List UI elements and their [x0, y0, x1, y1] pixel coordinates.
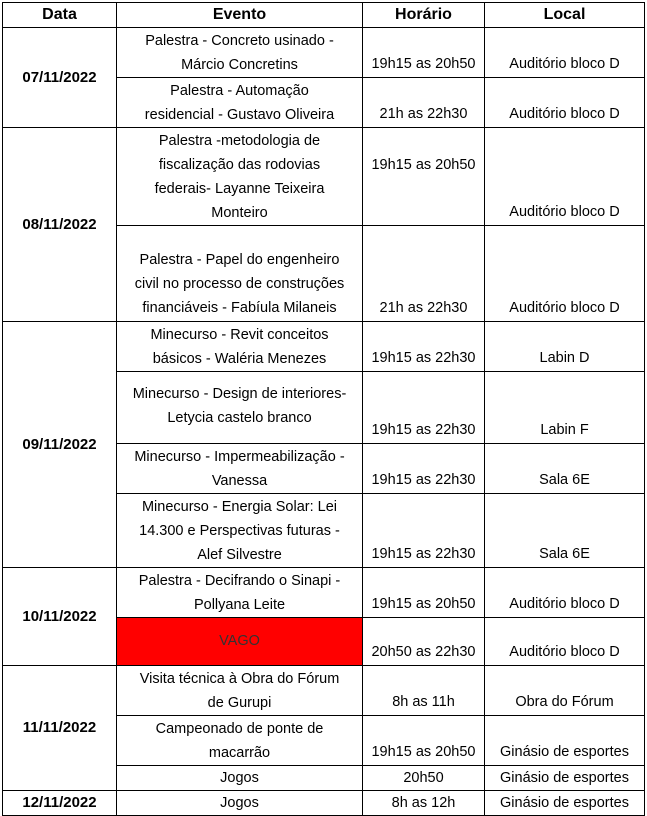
event-cell: Palestra - Decifrando o Sinapi - Pollyana Leite — [117, 568, 363, 618]
location-cell: Auditório bloco D — [485, 78, 645, 128]
location-cell: Labin D — [485, 322, 645, 372]
event-cell: Palestra - Concreto usinado - Márcio Concretins — [117, 28, 363, 78]
location-cell: Sala 6E — [485, 494, 645, 568]
time-cell: 19h15 as 22h30 — [363, 322, 485, 372]
location-cell: Auditório bloco D — [485, 128, 645, 226]
vago-cell: VAGO — [117, 618, 363, 666]
location-cell: Auditório bloco D — [485, 28, 645, 78]
time-cell: 8h as 11h — [363, 666, 485, 716]
event-cell: Minecurso - Impermeabilização - Vanessa — [117, 444, 363, 494]
time-cell: 19h15 as 20h50 — [363, 28, 485, 78]
date-cell: 12/11/2022 — [3, 791, 117, 816]
event-cell: Minecurso - Revit conceitos básicos - Waléria Menezes — [117, 322, 363, 372]
event-cell: Palestra -metodologia de fiscalização das rodovias federais- Layanne Teixeira Monteiro — [117, 128, 363, 226]
event-cell: Minecurso - Energia Solar: Lei 14.300 e Perspectivas futuras - Alef Silvestre — [117, 494, 363, 568]
event-cell: Jogos — [117, 766, 363, 791]
date-cell: 09/11/2022 — [3, 322, 117, 568]
location-cell: Auditório bloco D — [485, 226, 645, 322]
table-row — [3, 28, 645, 78]
location-cell: Ginásio de esportes — [485, 791, 645, 816]
header-row — [3, 3, 645, 28]
table-row — [3, 128, 645, 226]
event-cell: Visita técnica à Obra do Fórum de Gurupi — [117, 666, 363, 716]
time-cell: 19h15 as 20h50 — [363, 716, 485, 766]
time-cell: 21h as 22h30 — [363, 78, 485, 128]
header-local: Local — [485, 3, 645, 28]
time-cell: 21h as 22h30 — [363, 226, 485, 322]
location-cell: Obra do Fórum — [485, 666, 645, 716]
event-cell: Palestra - Papel do engenheiro civil no processo de construções financiáveis - Fabíula Milaneis — [117, 226, 363, 322]
table-row — [3, 322, 645, 372]
schedule-table — [2, 2, 645, 816]
date-cell: 10/11/2022 — [3, 568, 117, 666]
event-cell: Campeonado de ponte de macarrão — [117, 716, 363, 766]
header-data: Data — [3, 3, 117, 28]
event-cell: Minecurso - Design de interiores- Letycia castelo branco — [117, 372, 363, 444]
location-cell: Auditório bloco D — [485, 568, 645, 618]
location-cell: Auditório bloco D — [485, 618, 645, 666]
date-cell: 11/11/2022 — [3, 666, 117, 791]
table-row — [3, 791, 645, 816]
location-cell: Ginásio de esportes — [485, 766, 645, 791]
time-cell: 19h15 as 22h30 — [363, 444, 485, 494]
time-cell: 8h as 12h — [363, 791, 485, 816]
table-row — [3, 568, 645, 618]
event-cell: Jogos — [117, 791, 363, 816]
header-horario: Horário — [363, 3, 485, 28]
time-cell: 19h15 as 20h50 — [363, 128, 485, 226]
event-cell: Palestra - Automação residencial - Gustavo Oliveira — [117, 78, 363, 128]
location-cell: Ginásio de esportes — [485, 716, 645, 766]
table-row — [3, 666, 645, 716]
date-cell: 07/11/2022 — [3, 28, 117, 128]
header-evento: Evento — [117, 3, 363, 28]
time-cell: 19h15 as 20h50 — [363, 568, 485, 618]
location-cell: Sala 6E — [485, 444, 645, 494]
time-cell: 20h50 — [363, 766, 485, 791]
time-cell: 20h50 as 22h30 — [363, 618, 485, 666]
date-cell: 08/11/2022 — [3, 128, 117, 322]
time-cell: 19h15 as 22h30 — [363, 372, 485, 444]
time-cell: 19h15 as 22h30 — [363, 494, 485, 568]
location-cell: Labin F — [485, 372, 645, 444]
